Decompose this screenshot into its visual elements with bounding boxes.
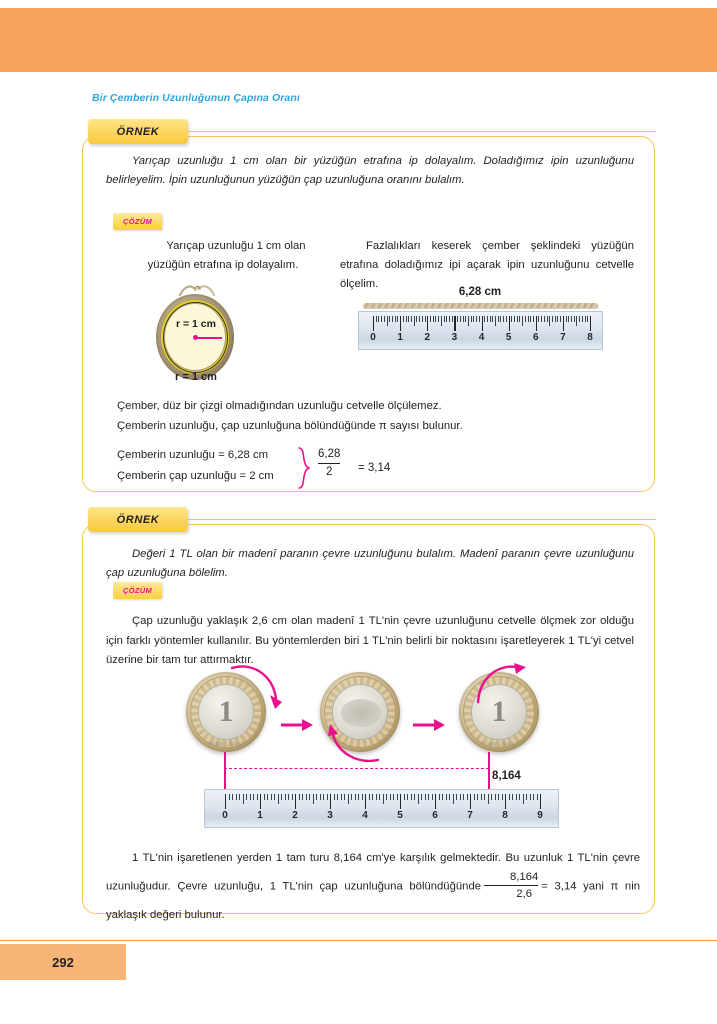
- ruler-tick: [587, 316, 588, 322]
- example-2-conclusion: [106, 845, 640, 928]
- ruler-tick: [490, 316, 491, 322]
- ruler-tick: [337, 794, 338, 800]
- ruler-tick: [509, 316, 510, 331]
- example-2-solution-badge-label: ÇÖZÜM: [123, 586, 152, 595]
- ruler-tick: [403, 316, 404, 322]
- ruler-tick: [323, 794, 324, 800]
- ruler-tick: [320, 794, 321, 800]
- ruler-tick: [372, 794, 373, 800]
- ruler-tick: [512, 794, 513, 800]
- example-2-rule: [188, 519, 656, 520]
- example-1-solution-badge: [113, 213, 162, 230]
- ruler-tick: [441, 316, 442, 326]
- ruler-number: 4: [362, 810, 368, 821]
- ruler-tick: [422, 316, 423, 322]
- ruler-2: [204, 789, 559, 828]
- rolling-path-dashed-line: [224, 768, 489, 769]
- ruler-tick: [463, 794, 464, 800]
- ruler-tick: [419, 316, 420, 322]
- conclusion-part-2: = 3,14 yani π nin yaklaşık değeri bulunur.: [106, 880, 641, 922]
- arrow-right-icon: [280, 718, 314, 732]
- ruler-number: 4: [478, 332, 485, 343]
- example-2-solution: Çap uzunluğu yaklaşık 2,6 cm olan madenî 1 TL'nin çevre uzunluğunu cetvelle ölçmek zor olduğu için farklı yöntemler kullanılır. Bu yöntemlerden biri 1 TL'nin belirli bir noktasını işaretleyerek 1 TL'yi cetvel üzerine bir tam tur attırmaktır.: [106, 615, 634, 666]
- ruler-tick: [446, 316, 447, 322]
- ruler-tick: [506, 316, 507, 322]
- ruler-tick: [299, 794, 300, 800]
- ruler-tick: [225, 794, 226, 809]
- ruler-tick: [334, 794, 335, 800]
- example-1-badge: [88, 119, 188, 144]
- ruler-tick: [355, 794, 356, 800]
- ruler-tick: [530, 794, 531, 800]
- ruler-tick: [540, 794, 541, 809]
- ruler-tick: [400, 316, 401, 331]
- ruler-tick: [449, 316, 450, 322]
- example-1-solution-left: Yarıçap uzunluğu 1 cm olan yüzüğün etrafına ip dolayalım.: [147, 240, 306, 271]
- ruler-tick: [477, 794, 478, 800]
- ruler-tick: [278, 794, 279, 804]
- ruler-tick: [425, 794, 426, 800]
- example-1-rule: [188, 131, 656, 132]
- ruler-tick: [306, 794, 307, 800]
- ruler-tick: [495, 794, 496, 800]
- ruler-tick: [411, 316, 412, 322]
- ruler-tick: [362, 794, 363, 800]
- ruler-tick: [411, 794, 412, 800]
- example-1-note-line-2: Çemberin uzunluğu, çap uzunluğuna bölündüğünde π sayısı bulunur.: [117, 420, 463, 432]
- ruler-tick: [421, 794, 422, 800]
- ruler-tick: [428, 794, 429, 800]
- coin-caption: TÜRK LİRASI: [208, 742, 244, 748]
- example-1-solution-right: Fazlalıkları keserek çember şeklindeki yüzüğün etrafına doladığımız ipi açarak ipin uzunluğunu cetvelle ölçelim.: [340, 240, 634, 290]
- ruler-tick: [538, 316, 539, 322]
- ruler-tick: [579, 316, 580, 322]
- ruler-tick: [404, 794, 405, 800]
- ruler-tick: [383, 794, 384, 804]
- ruler-tick: [492, 316, 493, 322]
- ruler-tick: [465, 316, 466, 322]
- example-1-question: Yarıçap uzunluğu 1 cm olan bir yüzüğün etrafına ip dolayalım. Doladığımız ipin uzunluğunu belirleyelim. İpin uzunluğunun yüzüğün çap uzunluğuna oranını bulalım.: [106, 155, 634, 186]
- ruler-tick: [430, 316, 431, 322]
- ruler-tick: [292, 794, 293, 800]
- coin-value-glyph: 1: [218, 695, 234, 728]
- ruler-tick: [295, 794, 296, 809]
- ruler-tick: [316, 794, 317, 800]
- ruler-tick: [523, 794, 524, 804]
- ruler-tick: [557, 316, 558, 322]
- ruler-tick: [393, 794, 394, 800]
- ruler-tick: [474, 794, 475, 800]
- ruler-tick: [390, 794, 391, 800]
- ruler-tick: [351, 794, 352, 800]
- ruler-tick: [348, 794, 349, 804]
- ruler-tick: [568, 316, 569, 322]
- rotation-arrow-icon: [476, 662, 530, 718]
- ruler-tick: [406, 316, 407, 322]
- ruler-tick: [435, 794, 436, 809]
- ruler-tick: [425, 316, 426, 322]
- ruler-tick: [435, 316, 436, 322]
- ruler-tick: [267, 794, 268, 800]
- example-2-question: Değeri 1 TL olan bir madenî paranın çevre uzunluğunu bulalım. Madenî paranın çevre uzunluğunu çap uzunluğuna bölelim.: [106, 548, 634, 579]
- ruler-tick: [414, 316, 415, 326]
- ruler-tick: [481, 794, 482, 800]
- ruler-tick: [438, 316, 439, 322]
- ruler-tick: [473, 316, 474, 322]
- ruler-tick: [479, 316, 480, 322]
- ring-radius-line: [195, 337, 222, 339]
- ruler-tick: [488, 794, 489, 804]
- measure-tick-end: [488, 752, 490, 790]
- ruler-tick: [384, 316, 385, 322]
- ruler-tick: [250, 794, 251, 800]
- ruler-tick: [541, 316, 542, 322]
- ruler-number: 1: [257, 810, 263, 821]
- ruler-tick: [453, 794, 454, 804]
- ruler-tick: [500, 316, 501, 322]
- ruler-tick: [341, 794, 342, 800]
- page-number: 292: [52, 954, 74, 970]
- ruler-tick: [576, 316, 577, 326]
- ruler-number: 3: [327, 810, 333, 821]
- ruler-number: 8: [587, 332, 593, 343]
- ruler-tick: [484, 794, 485, 800]
- ruler-tick: [376, 316, 377, 322]
- ruler-tick: [509, 794, 510, 800]
- ruler-tick: [416, 316, 417, 322]
- ruler-tick: [460, 316, 461, 322]
- ruler-tick: [533, 316, 534, 322]
- ruler-tick: [387, 316, 388, 326]
- ruler-tick: [313, 794, 314, 804]
- example-1-solution-badge-label: ÇÖZÜM: [123, 217, 152, 226]
- example-1-badge-label: ÖRNEK: [116, 125, 160, 138]
- ruler-number: 2: [424, 332, 431, 343]
- ruler-tick: [386, 794, 387, 800]
- ruler-tick: [389, 316, 390, 322]
- ruler-number: 8: [502, 810, 508, 821]
- ruler-tick: [229, 794, 230, 800]
- ruler-number: 9: [537, 810, 543, 821]
- example-2-solution-badge: [113, 582, 162, 599]
- rotation-arrow-icon: [230, 662, 284, 718]
- ruler-tick: [503, 316, 504, 322]
- ruler-tick: [491, 794, 492, 800]
- ruler-tick: [243, 794, 244, 804]
- ruler-tick: [495, 316, 496, 326]
- conclusion-fraction-denominator: 2,6: [516, 888, 533, 901]
- ruler-tick: [590, 316, 591, 331]
- ruler-tick: [246, 794, 247, 800]
- ruler-tick: [468, 316, 469, 326]
- example-1-fraction-bar: [318, 463, 340, 464]
- ruler-tick: [470, 794, 471, 809]
- ruler-tick: [463, 316, 464, 322]
- ruler-tick: [232, 794, 233, 800]
- ruler-tick: [533, 794, 534, 800]
- ruler-tick: [484, 316, 485, 322]
- ruler-tick: [400, 794, 401, 809]
- ruler-tick: [526, 794, 527, 800]
- ruler-tick: [271, 794, 272, 800]
- ruler-tick: [285, 794, 286, 800]
- ruler-tick: [522, 316, 523, 326]
- ruler-tick: [427, 316, 428, 331]
- ruler-tick: [537, 794, 538, 800]
- ruler-tick: [482, 316, 483, 331]
- ruler-tick: [467, 794, 468, 800]
- ruler-tick: [327, 794, 328, 800]
- ruler-1: [358, 311, 603, 350]
- example-2-badge-label: ÖRNEK: [116, 513, 160, 526]
- rotation-arrow-icon: [328, 722, 382, 764]
- ruler-tick: [330, 794, 331, 809]
- ruler-tick: [260, 794, 261, 809]
- ruler-number: 5: [397, 810, 403, 821]
- ruler-number: 6: [432, 810, 438, 821]
- ruler-tick: [395, 316, 396, 322]
- ruler-tick: [442, 794, 443, 800]
- ruler-tick: [574, 316, 575, 322]
- ruler-tick: [555, 316, 556, 322]
- ruler-number: 1: [397, 332, 403, 343]
- ruler-tick: [566, 316, 567, 322]
- ruler-tick: [344, 794, 345, 800]
- ruler-tick: [505, 794, 506, 809]
- ruler-number: 2: [292, 810, 298, 821]
- ruler-tick: [264, 794, 265, 800]
- arrow-right-icon: [412, 718, 446, 732]
- ruler-tick: [471, 316, 472, 322]
- ruler-tick: [585, 316, 586, 322]
- ruler-tick: [536, 316, 537, 331]
- ruler-tick: [302, 794, 303, 800]
- ruler-number: 0: [222, 810, 228, 821]
- ruler-tick: [547, 316, 548, 322]
- coin-caption: TÜRK LİRASI: [481, 742, 517, 748]
- ruler-tick: [528, 316, 529, 322]
- ruler-tick: [358, 794, 359, 800]
- example-2-badge: [88, 507, 188, 532]
- ruler-tick: [365, 794, 366, 809]
- conclusion-fraction-numerator: 8,164: [510, 871, 539, 883]
- ruler-tick: [444, 316, 445, 322]
- ruler-tick: [563, 316, 564, 331]
- ruler-tick: [511, 316, 512, 322]
- ruler-tick: [502, 794, 503, 800]
- ruler-tick: [456, 794, 457, 800]
- ruler-tick: [544, 316, 545, 322]
- ruler-tick: [498, 794, 499, 800]
- ring-radius-label: r = 1 cm: [176, 318, 216, 330]
- string-strip: [363, 303, 598, 308]
- ruler-tick: [253, 794, 254, 800]
- ruler-number: 3: [451, 332, 458, 343]
- ruler-tick: [288, 794, 289, 800]
- top-orange-band: [0, 8, 717, 72]
- ruler-tick: [571, 316, 572, 322]
- ruler-tick: [549, 316, 550, 326]
- example-1-equation-line-2: Çemberin çap uzunluğu = 2 cm: [117, 470, 274, 482]
- ruler-tick: [460, 794, 461, 800]
- ruler-tick: [379, 794, 380, 800]
- ruler-tick: [236, 794, 237, 800]
- ruler-tick: [309, 794, 310, 800]
- ruler-tick: [446, 794, 447, 800]
- ruler-tick: [397, 794, 398, 800]
- example-1-fraction-result: = 3,14: [358, 462, 391, 474]
- ruler-tick: [476, 316, 477, 322]
- ruler-tick: [274, 794, 275, 800]
- ruler-tick: [525, 316, 526, 322]
- ruler-number: 5: [505, 332, 512, 343]
- ruler-tick: [516, 794, 517, 800]
- ruler-tick: [433, 316, 434, 322]
- conclusion-part-1: 1 TL'nin işaretlenen yerden 1 tam turu 8,164 cm'ye karşılık gelmektedir. Bu uzunluk 1 TL'nin çevre uzunluğudur. Çevre uzunluğu, 1 TL'nin çap uzunluğuna bölündüğünde: [106, 852, 640, 893]
- ruler-number: 6: [532, 332, 539, 343]
- ruler-tick: [487, 316, 488, 322]
- ruler-tick: [392, 316, 393, 322]
- curly-brace-icon: [297, 447, 310, 489]
- ruler-tick: [281, 794, 282, 800]
- example-1-equation-line-1: Çemberin uzunluğu = 6,28 cm: [117, 449, 269, 461]
- example-1-notes: [117, 396, 617, 436]
- ruler-tick: [519, 316, 520, 322]
- ruler-tick: [452, 316, 453, 322]
- ruler-number: 7: [467, 810, 473, 821]
- conclusion-fraction-bar: [484, 885, 538, 886]
- ruler-tick: [560, 316, 561, 322]
- ruler-tick: [498, 316, 499, 322]
- ruler-tick: [519, 794, 520, 800]
- ruler-tick: [449, 794, 450, 800]
- measure-value-label: 8,164: [492, 770, 521, 782]
- measure-tick-start: [224, 752, 226, 790]
- string-length-label: 6,28 cm: [458, 286, 502, 298]
- ruler-tick: [457, 316, 458, 322]
- ruler-tick: [432, 794, 433, 800]
- ruler-tick: [407, 794, 408, 800]
- ruler-tick: [439, 794, 440, 800]
- ruler-tick: [408, 316, 409, 322]
- ruler-tick: [418, 794, 419, 804]
- ruler-tick: [582, 316, 583, 322]
- conclusion-fraction: [484, 870, 538, 901]
- coin-value-glyph: 1: [491, 695, 507, 728]
- ruler-tick: [257, 794, 258, 800]
- ruler-tick: [552, 316, 553, 322]
- example-1-fraction: [318, 447, 340, 480]
- ruler-tick: [517, 316, 518, 322]
- ruler-tick: [414, 794, 415, 800]
- ring-caption: r = 1 cm: [175, 371, 217, 383]
- footer-divider: [0, 940, 717, 941]
- ruler-tick: [530, 316, 531, 322]
- page-title: Bir Çemberin Uzunluğunun Çapına Oranı: [92, 92, 300, 104]
- ruler-tick: [373, 316, 374, 331]
- ruler-tick: [376, 794, 377, 800]
- ruler-tick: [514, 316, 515, 322]
- ruler-tick: [378, 316, 379, 322]
- ruler-number: 7: [560, 332, 566, 343]
- ruler-tick: [369, 794, 370, 800]
- ruler-tick: [381, 316, 382, 322]
- example-1-fraction-denominator: 2: [325, 466, 333, 479]
- ruler-tick: [239, 794, 240, 800]
- ruler-number: 0: [370, 332, 376, 343]
- example-1-note-line-1: Çember, düz bir çizgi olmadığından uzunluğu cetvelle ölçülemez.: [117, 400, 442, 412]
- ruler-tick: [397, 316, 398, 322]
- ruler-tick: [454, 316, 455, 331]
- example-1-fraction-numerator: 6,28: [318, 448, 341, 460]
